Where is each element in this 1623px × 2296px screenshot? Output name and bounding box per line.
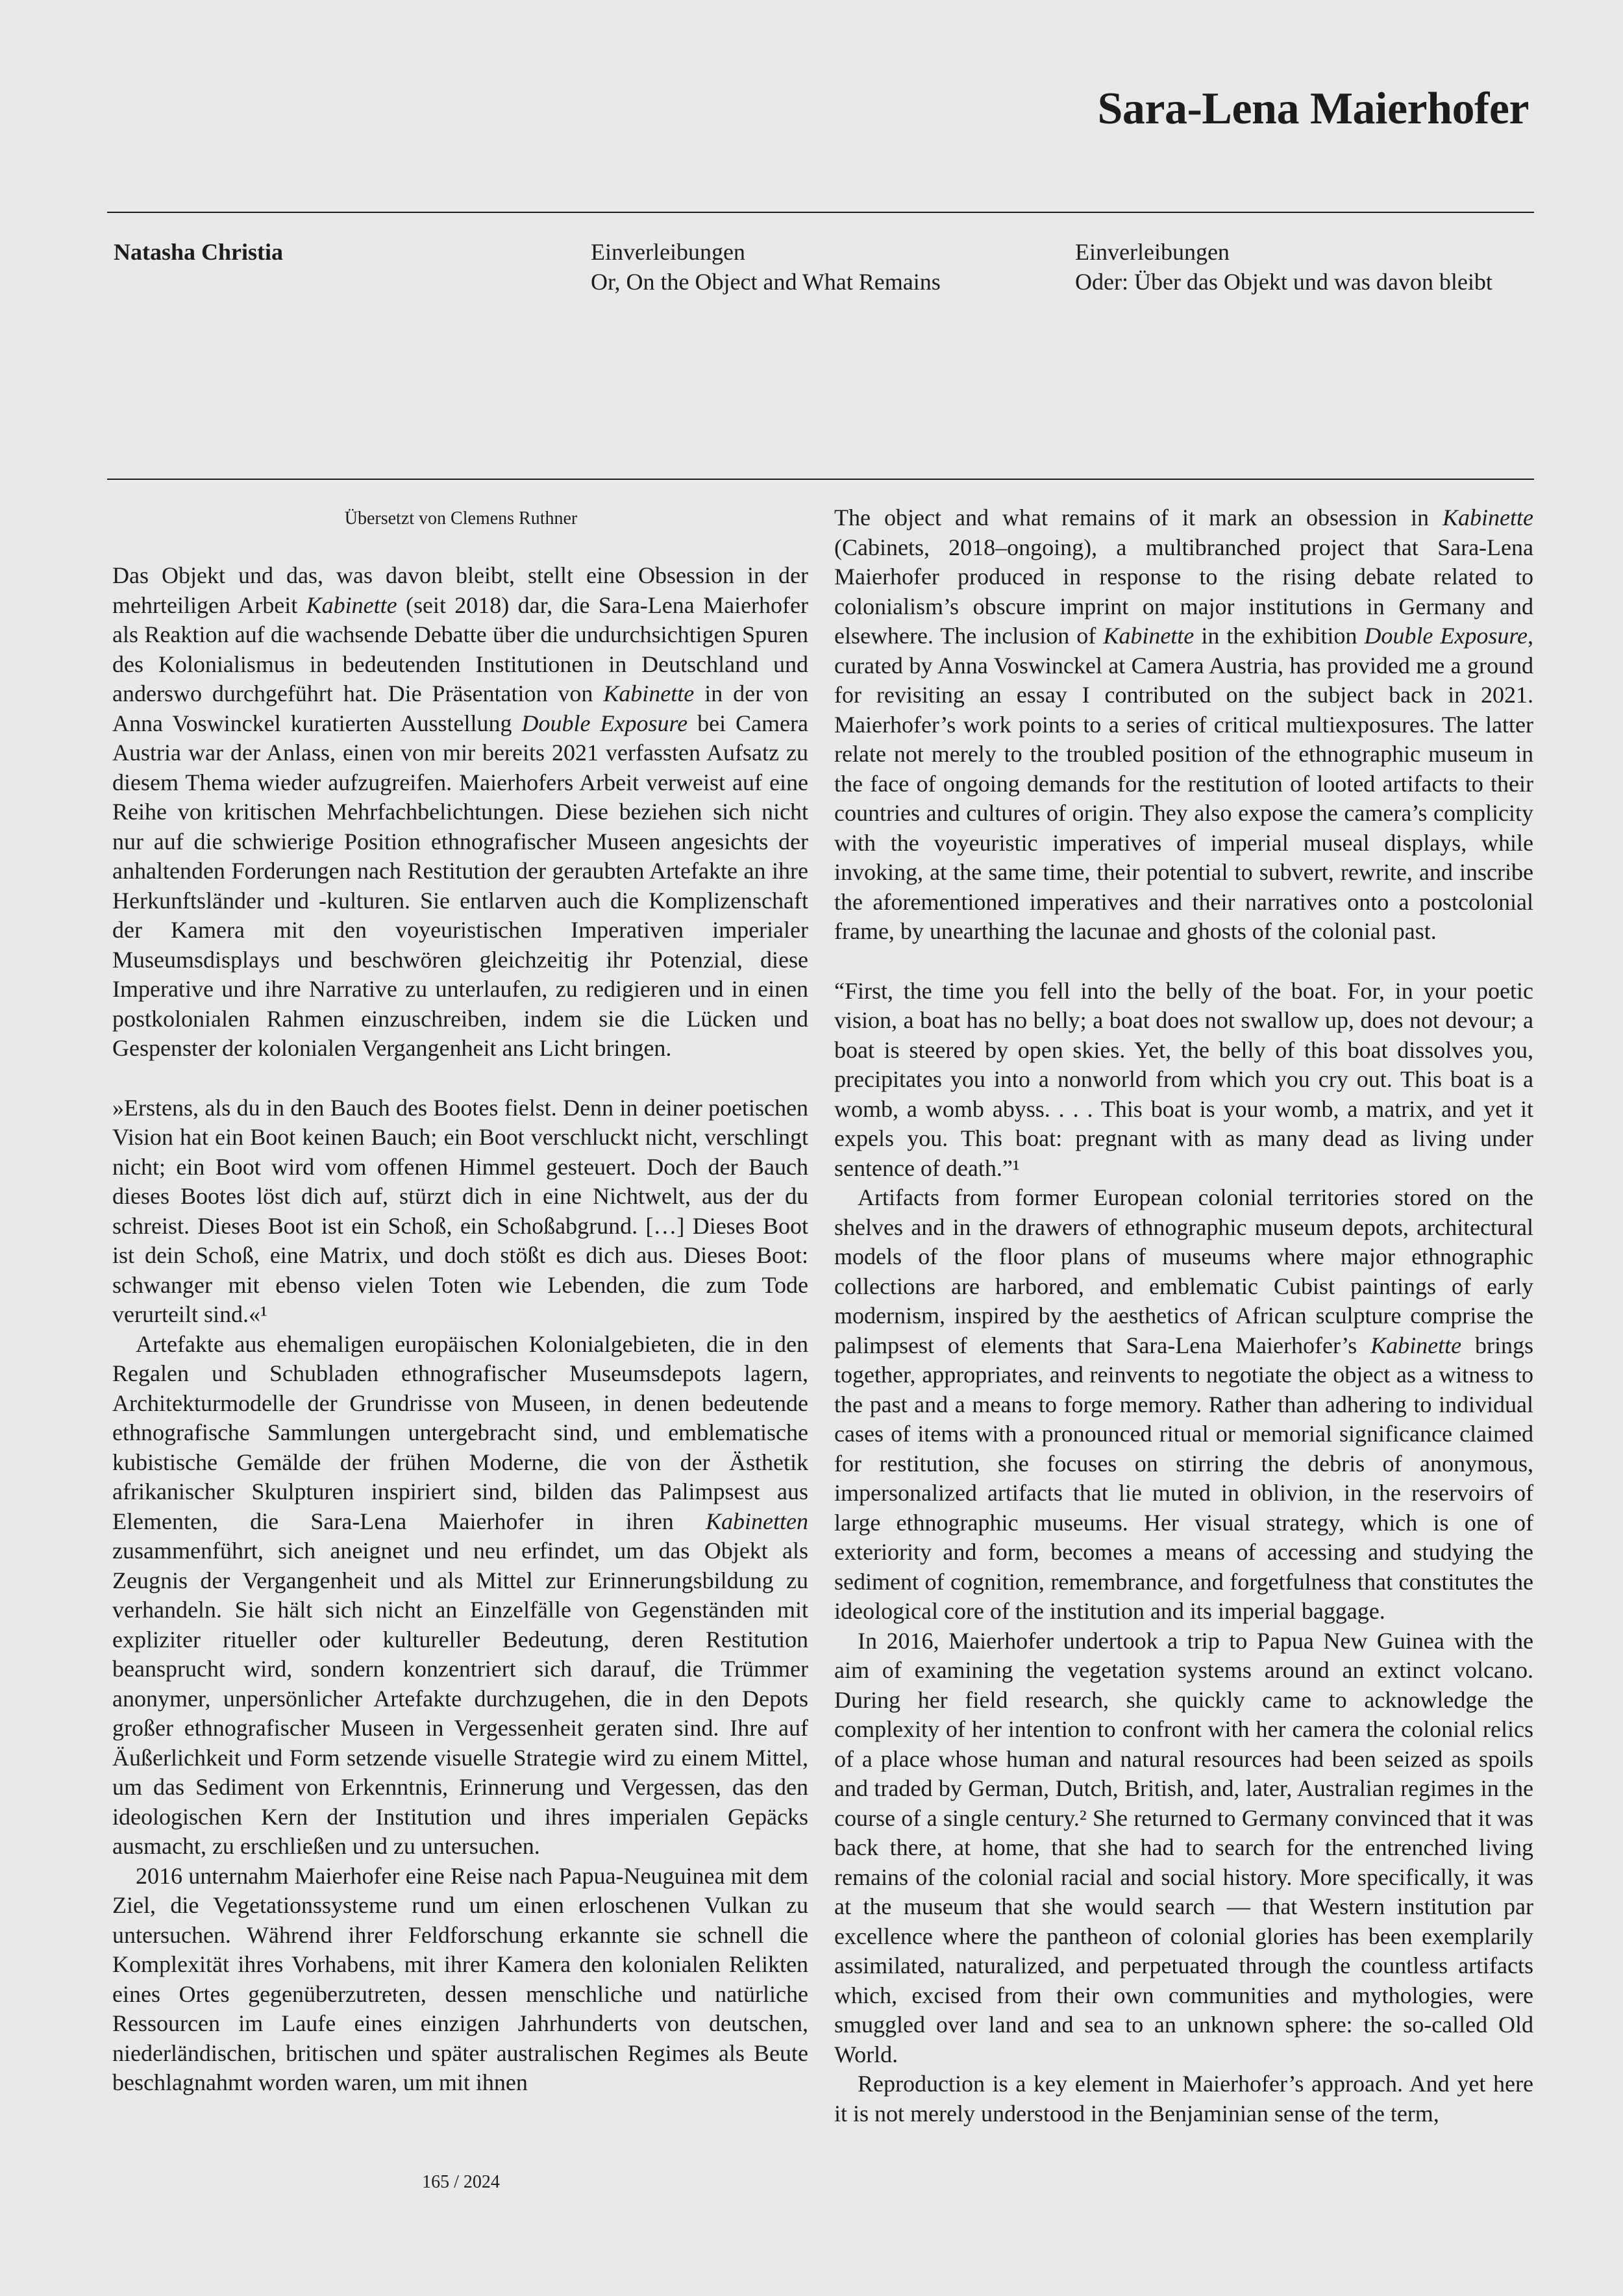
english-paragraph-1: The object and what remains of it mark an obsession in Kabinette (Cabinets, 2018–ongoing), a multibranched project that Sara-Lena Maierhofer produced in response to the rising debate related to colonialism’s obscure imprint on major institutions in Germany and elsewhere. The inclusion of Kabinette in the exhibition Double Exposure, curated by Anna Voswinckel at Camera Austria, has provided me a ground for revisiting an essay I contributed on the subject back in 2021. Maierhofer’s work points to a series of critical multiexposures. The latter relate not merely to the troubled position of the ethnographic museum in the face of ongoing demands for the restitution of looted artifacts to their countries and cultures of origin. They also expose the camera’s complicity with the voyeuristic imperatives of imperial museal displays, while invoking, at the same time, their potential to subvert, rewrite, and inscribe the aforementioned imperatives and their narratives onto a postcolonial frame, by unearthing the lacunae and ghosts of the colonial past. <box>834 505 1534 944</box>
german-quote: »Erstens, als du in den Bauch des Bootes fielst. Denn in deiner poetischen Vision hat ein Boot keinen Bauch; ein Boot verschluckt nicht, verschlingt nicht; ein Boot wird vom offenen Himmel gesteuert. Doch der Bauch dieses Bootes löst dich auf, stürzt dich in eine Nichtwelt, aus der du schreist. Dieses Boot ist ein Schoß, ein Schoßabgrund. […] Dieses Boot ist dein Schoß, eine Matrix, und doch stößt es dich aus. Dieses Boot: schwanger mit ebenso vielen Toten wie Lebenden, die zum Tode verurteilt sind.«¹ <box>112 1094 808 1327</box>
title-german-line2: Oder: Über das Objekt und was davon bleibt <box>1075 269 1493 295</box>
title-german <box>1075 237 1493 297</box>
english-paragraph-4: Reproduction is a key element in Maierhofer’s approach. And yet here it is not merely understood in the Benjaminian sense of the term, <box>834 2071 1533 2127</box>
german-paragraph-2: Artefakte aus ehemaligen europäischen Kolonialgebieten, die in den Regalen und Schubladen ethnografischer Museumsdepots lagern, Architekturmodelle der Grundrisse von Museen, in denen bedeutende ethnografische Sammlungen untergebracht sind, und emblematische kubistische Gemälde der frühen Moderne, die von der Ästhetik afrikanischer Skulpturen inspiriert sind, bilden das Palimpsest aus Elementen, die Sara-Lena Maierhofer in ihren Kabinetten zusammenführt, sich aneignet und neu erfindet, um das Objekt als Zeugnis der Vergangenheit und als Mittel zur Erinnerungsbildung zu verhandeln. Sie hält sich nicht an Einzelfälle von Gegenständen mit expliziter ritueller oder kultureller Bedeutung, deren Restitution beansprucht wird, sondern konzentriert sich darauf, die Trümmer anonymer, unpersönlicher Artefakte durchzugehen, die in den Depots großer ethnografischer Museen in Vergessenheit geraten sind. Ihre auf Äußerlichkeit und Form setzende visuelle Strategie wird zu einem Mittel, um das Sediment von Erkenntnis, Erinnerung und Vergessen, das den ideologischen Kern der Institution und ihres imperialen Gepäcks ausmacht, zu erschließen und zu untersuchen. <box>112 1330 808 1859</box>
title-english-line2: Or, On the Object and What Remains <box>591 269 941 295</box>
title-english-line1: Einverleibungen <box>591 239 745 265</box>
title-german-line1: Einverleibungen <box>1075 239 1230 265</box>
page-number: 165 / 2024 <box>422 2172 500 2192</box>
title-english <box>591 237 941 297</box>
artist-name: Sara-Lena Maierhofer <box>1097 84 1529 134</box>
german-column <box>112 561 808 2098</box>
german-paragraph-3: 2016 unternahm Maierhofer eine Reise nach Papua-Neuguinea mit dem Ziel, die Vegetationssysteme rund um einen erloschenen Vulkan zu untersuchen. Während ihrer Feldforschung erkannte sie schnell die Komplexität ihres Vorhabens, mit ihrer Kamera den kolonialen Relikten eines Ortes gegenüberzutreten, dessen menschliche und natürliche Ressourcen im Laufe eines einzigen Jahrhunderts von deutschen, niederländischen, britischen und später australischen Regimes als Beute beschlagnahmt worden waren, um mit ihnen <box>112 1862 808 2095</box>
english-column <box>834 503 1533 2128</box>
english-paragraph-2: Artifacts from former European colonial territories stored on the shelves and in the drawers of ethnographic museum depots, architectural models of the floor plans of museums where major ethnographic collections are harbored, and emblematic Cubist paintings of early modernism, inspired by the aesthetics of African sculpture comprise the palimpsest of elements that Sara-Lena Maierhofer’s Kabinette brings together, appropriates, and reinvents to negotiate the object as a witness to the past and a means to forge memory. Rather than adhering to individual cases of items with a pronounced ritual or memorial significance claimed for restitution, she focuses on stirring the debris of anonymous, impersonalized artifacts that lie muted in oblivion, in the reservoirs of large ethnographic museums. Her visual strategy, which is one of exteriority and form, becomes a means of accessing and studying the sediment of cognition, remembrance, and forgetfulness that constitutes the ideological core of the institution and its imperial baggage. <box>834 1184 1534 1624</box>
section-rule <box>107 479 1534 480</box>
english-paragraph-3: In 2016, Maierhofer undertook a trip to Papua New Guinea with the aim of examining the vegetation systems around an extinct volcano. During her field research, she quickly came to acknowledge the complexity of her intention to confront with her camera the colonial relics of a place whose human and natural resources had been seized as spoils and traded by German, Dutch, British, and, later, Australian regimes in the course of a single century.² She returned to Germany convinced that it was back there, at home, that she had to search for the entrenched living remains of the colonial racial and social history. More specifically, it was at the museum that she would search — that Western institution par excellence where the pantheon of colonial glories has been exemplarily assimilated, naturalized, and perpetuated through the countless artifacts which, excised from their own communities and mythologies, were smuggled over land and sea to an unknown sphere: the so-called Old World. <box>834 1627 1533 2067</box>
english-quote: “First, the time you fell into the belly of the boat. For, in your poetic vision, a boat has no belly; a boat does not swallow up, does not devour; a boat is steered by open skies. Yet, the belly of this boat dissolves you, precipitates you into a nonworld from which you cry out. This boat is a womb, a womb abyss. . . . This boat is your womb, a matrix, and yet it expels you. This boat: pregnant with as many dead as living under sentence of death.”¹ <box>834 977 1533 1181</box>
translator-credit: Übersetzt von Clemens Ruthner <box>344 508 578 529</box>
top-rule <box>107 212 1534 213</box>
german-paragraph-1: Das Objekt und das, was davon bleibt, stellt eine Obsession in der mehrteiligen Arbeit Kabinette (seit 2018) dar, die Sara-Lena Maierhofer als Reaktion auf die wachsende Debatte über die undurchsichtigen Spuren des Kolonialismus in bedeutenden Institutionen in Deutschland und anderswo durchgeführt hat. Die Präsentation von Kabinette in der von Anna Voswinckel kuratierten Ausstellung Double Exposure bei Camera Austria war der Anlass, einen von mir bereits 2021 verfassten Aufsatz zu diesem Thema wieder aufzugreifen. Maierhofers Arbeit verweist auf eine Reihe von kritischen Mehrfachbelichtungen. Diese beziehen sich nicht nur auf die schwierige Position ethnografischer Museen angesichts der anhaltenden Forderungen nach Restitution der geraubten Artefakte an ihre Herkunftsländer und -kulturen. Sie entlarven auch die Komplizenschaft der Kamera mit den voyeuristischen Imperativen imperialer Museumsdisplays und beschwören gleichzeitig ihr Potenzial, diese Imperative und ihre Narrative zu unterlaufen, zu redigieren und in einen postkolonialen Rahmen einzuschreiben, indem sie die Lücken und Gespenster der kolonialen Vergangenheit ans Licht bringen. <box>112 562 809 1061</box>
author-name: Natasha Christia <box>114 239 284 265</box>
